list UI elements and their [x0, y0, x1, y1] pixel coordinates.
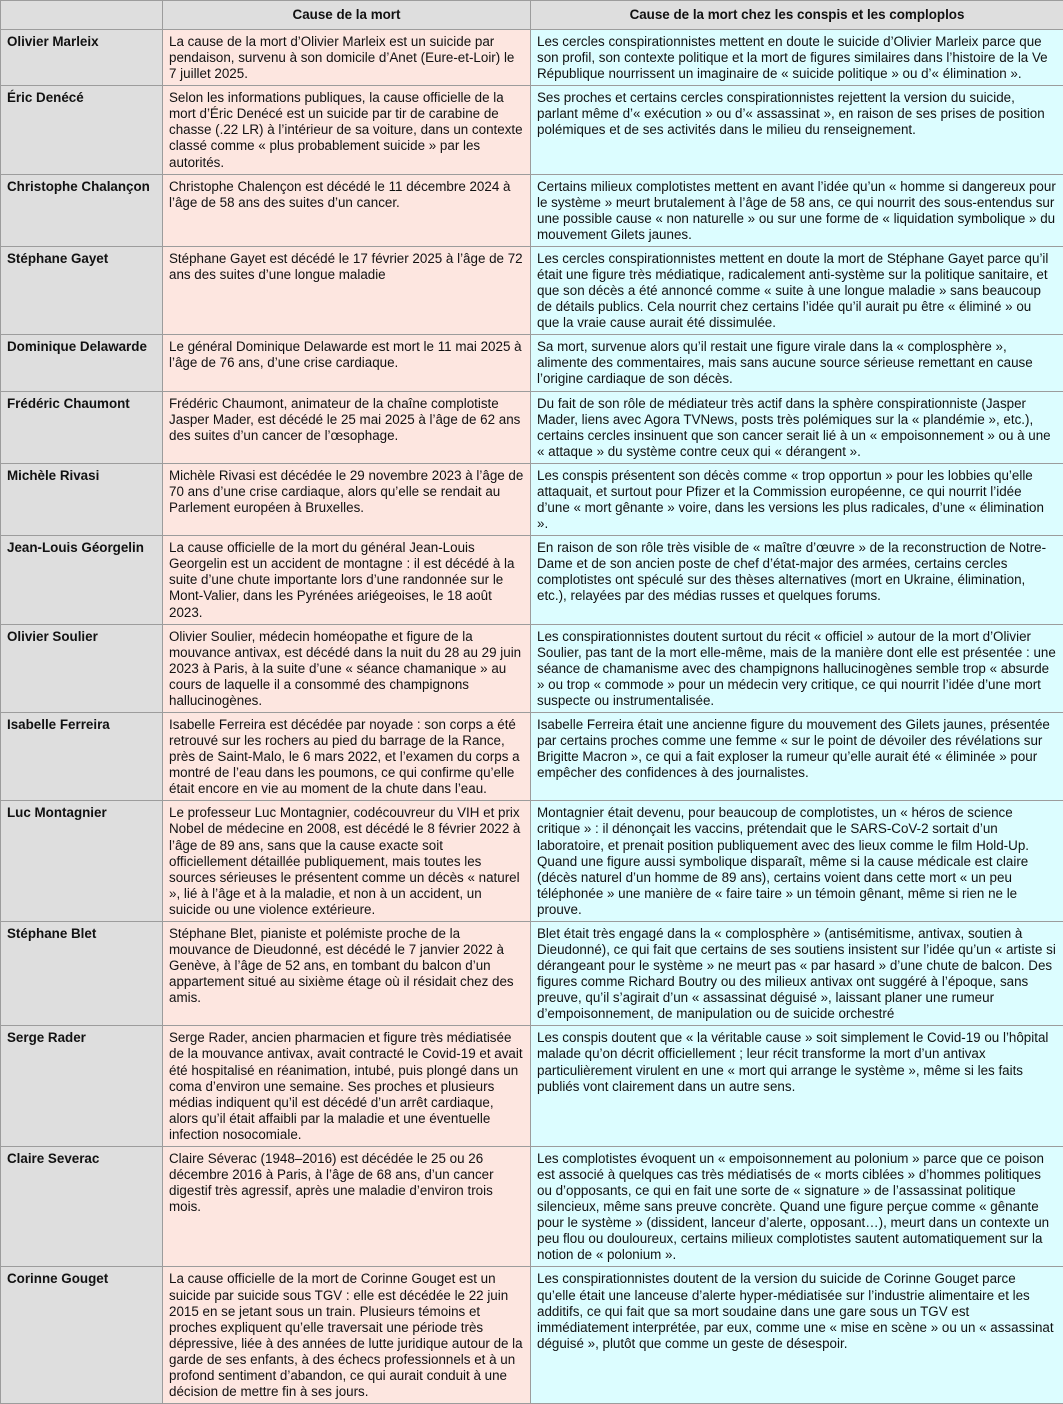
person-name: Éric Denécé — [1, 86, 163, 174]
person-name: Corinne Gouget — [1, 1267, 163, 1404]
official-cause: Le professeur Luc Montagnier, codécouvreur du VIH et prix Nobel de médecine en 2008, est décédé le 8 février 2022 à l’âge de 89 ans, sans que la cause exacte soit officiellement détaillée publiquement, mais toutes les sources sérieuses le présentent comme un décès « naturel », lié à l’âge et à la maladie, et non à un accident, un suicide ou une violence extérieure. — [163, 801, 531, 922]
official-cause: Serge Rader, ancien pharmacien et figure très médiatisée de la mouvance antivax, avait contracté le Covid-19 et avait été hospitalisé en réanimation, intubé, puis plongé dans un coma d’environ une semaine. Ses proches et plusieurs médias indiquent qu’il est décédé d’un arrêt cardiaque, alors qu’il était affaibli par la maladie et une éventuelle infection nosocomiale. — [163, 1026, 531, 1147]
conspiracy-view: Du fait de son rôle de médiateur très actif dans la sphère conspirationniste (Jasper Mader, liens avec Agora TVNews, posts très polémiques sur la « plandémie », etc.), certains cercles insinuent que son cancer serait lié à un « empoisonnement » ou à une « attaque » du système contre ceux qui « dérangent ». — [531, 391, 1063, 463]
official-cause: Olivier Soulier, médecin homéopathe et figure de la mouvance antivax, est décédé dans la nuit du 28 au 29 juin 2023 à Paris, à la suite d’une « séance chamanique » au cours de laquelle il a consommé des champignons hallucinogènes. — [163, 624, 531, 712]
table-row — [1, 1026, 1063, 1147]
person-name: Serge Rader — [1, 1026, 163, 1147]
official-cause: Isabelle Ferreira est décédée par noyade : son corps a été retrouvé sur les rochers au pied du barrage de la Rance, près de Saint-Malo, le 6 mars 2022, et l’examen du corps a montré de l’eau dans les poumons, ce qui confirme qu’elle était encore en vie au moment de la chute dans l’eau. — [163, 712, 531, 800]
person-name: Olivier Soulier — [1, 624, 163, 712]
conspiracy-view: Les cercles conspirationnistes mettent en doute la mort de Stéphane Gayet parce qu’il était une figure très médiatique, radicalement anti-système sur la politique sanitaire, et que son décès a été annoncé comme « suite à une longue maladie » sans beaucoup de détails publics. Cela nourrit chez certains l’idée qu’il aurait pu être « éliminé » ou que la vraie cause aurait été dissimulée. — [531, 246, 1063, 334]
header-consp: Cause de la mort chez les conspis et les comploplos — [531, 1, 1063, 30]
conspiracy-view: Les conspis doutent que « la véritable cause » soit simplement le Covid-19 ou l’hôpital malade qu’on décrit officiellement ; leur récit transforme la mort d’un antivax particulièrement virulent en une « mort qui arrange le système », même si les faits publiés vont clairement dans un autre sens. — [531, 1026, 1063, 1147]
person-name: Stéphane Gayet — [1, 246, 163, 334]
official-cause: Michèle Rivasi est décédée le 29 novembre 2023 à l’âge de 70 ans d’une crise cardiaque, alors qu’elle se rendait au Parlement européen à Bruxelles. — [163, 463, 531, 535]
table-row — [1, 712, 1063, 800]
person-name: Olivier Marleix — [1, 30, 163, 86]
table-row — [1, 801, 1063, 922]
conspiracy-view: Les conspis présentent son décès comme « trop opportun » pour les lobbies qu’elle attaquait, et surtout pour Pfizer et la Commission européenne, ce qui nourrit l’idée d’une « mort gênante » voire, dans les versions les plus radicales, d’une « élimination ». — [531, 463, 1063, 535]
conspiracy-view: En raison de son rôle très visible de « maître d’œuvre » de la reconstruction de Notre-Dame et de son ancien poste de chef d’état-major des armées, certains cercles complotistes ont spéculé sur des thèses alternatives (mort en Ukraine, élimination, etc.), relayées par des médias russes et quelques forums. — [531, 536, 1063, 624]
table-row — [1, 1146, 1063, 1267]
official-cause: Frédéric Chaumont, animateur de la chaîne complotiste Jasper Mader, est décédé le 25 mai 2025 à l’âge de 62 ans des suites d’un cancer de l’œsophage. — [163, 391, 531, 463]
table-row — [1, 536, 1063, 624]
person-name: Michèle Rivasi — [1, 463, 163, 535]
table-row — [1, 30, 1063, 86]
conspiracy-view: Certains milieux complotistes mettent en avant l’idée qu’un « homme si dangereux pour le système » meurt brutalement à l’âge de 58 ans, ce qui nourrit des sous-entendus sur une possible cause « non naturelle » ou sur une forme de « liquidation symbolique » du mouvement Gilets jaunes. — [531, 174, 1063, 246]
conspiracy-view: Les complotistes évoquent un « empoisonnement au polonium » parce que ce poison est associé à quelques cas très médiatisés de « morts ciblées » d’hommes politiques ou d’opposants, ce qui en fait une sorte de « signature » de l’assassinat politique silencieux, même sans preuve concrète. Quand une figure perçue comme « gênante pour le système » (dissident, lanceur d’alerte, opposant…), meurt dans un contexte un peu flou ou douloureux, certains milieux complotistes sautent automatiquement sur la notion de « polonium ». — [531, 1146, 1063, 1267]
person-name: Claire Severac — [1, 1146, 163, 1267]
header-name — [1, 1, 163, 30]
conspiracy-view: Les conspirationnistes doutent de la version du suicide de Corinne Gouget parce qu’elle était une lanceuse d’alerte hyper-médiatisée sur l’industrie alimentaire et les additifs, ce qui fait que sa mort soudaine dans une gare sous un TGV est immédiatement interprétée, par eux, comme une « mise en scène » ou un « assassinat déguisé », plutôt que comme un geste de désespoir. — [531, 1267, 1063, 1404]
conspiracy-view: Montagnier était devenu, pour beaucoup de complotistes, un « héros de science critique » : il dénonçait les vaccins, prétendait que le SARS-CoV-2 sortait d’un laboratoire, et prenait position publiquement avec des lieux comme le film Hold-Up. Quand une figure aussi symbolique disparaît, même si la cause médicale est claire (décès naturel d’un homme de 89 ans), certains voient dans cette mort « un peu téléphonée » une manière de « faire taire » un témoin gênant, même si rien ne le prouve. — [531, 801, 1063, 922]
person-name: Luc Montagnier — [1, 801, 163, 922]
table-row — [1, 624, 1063, 712]
person-name: Christophe Chalançon — [1, 174, 163, 246]
official-cause: Le général Dominique Delawarde est mort le 11 mai 2025 à l’âge de 76 ans, d’une crise cardiaque. — [163, 335, 531, 391]
person-name: Isabelle Ferreira — [1, 712, 163, 800]
conspiracy-view: Les cercles conspirationnistes mettent en doute le suicide d’Olivier Marleix parce que son profil, son contexte politique et la mort de figures similaires dans l’histoire de la Ve République nourrissent un imaginaire de « suicide politique » ou d’« élimination ». — [531, 30, 1063, 86]
person-name: Stéphane Blet — [1, 921, 163, 1025]
table-row — [1, 391, 1063, 463]
conspiracy-view: Les conspirationnistes doutent surtout du récit « officiel » autour de la mort d’Olivier Soulier, pas tant de la mort elle-même, mais de la manière dont elle est présentée : une séance de chamanisme avec des champignons hallucinogènes semble trop « absurde » ou trop « commode » pour un médecin very critique, ce qui nourrit l’idée d’une mort suspecte ou instrumentalisée. — [531, 624, 1063, 712]
official-cause: Christophe Chalençon est décédé le 11 décembre 2024 à l’âge de 58 ans des suites d’un cancer. — [163, 174, 531, 246]
official-cause: La cause officielle de la mort de Corinne Gouget est un suicide par suicide sous TGV : elle est décédée le 22 juin 2015 en se jetant sous un train. Plusieurs témoins et proches expliquent qu’elle traversait une période très dépressive, liée à des années de lutte juridique autour de la garde de ses enfants, à des échecs professionnels et à un profond sentiment d’abandon, ce qui aurait conduit à une décision de mettre fin à ses jours. — [163, 1267, 531, 1404]
conspiracy-view: Sa mort, survenue alors qu’il restait une figure virale dans la « complosphère », alimente des commentaires, mais sans aucune source sérieuse remettant en cause l’origine cardiaque de son décès. — [531, 335, 1063, 391]
person-name: Dominique Delawarde — [1, 335, 163, 391]
person-name: Jean-Louis Géorgelin — [1, 536, 163, 624]
table-row — [1, 246, 1063, 334]
conspiracy-view: Ses proches et certains cercles conspirationnistes rejettent la version du suicide, parlant même d’« exécution » ou d’« assassinat », en raison de ses prises de position polémiques et de ses activités dans le milieu du renseignement. — [531, 86, 1063, 174]
official-cause: Stéphane Blet, pianiste et polémiste proche de la mouvance de Dieudonné, est décédé le 7 janvier 2022 à Genève, à l’âge de 52 ans, en tombant du balcon d’un appartement situé au sixième étage où il résidait chez des amis. — [163, 921, 531, 1025]
header-row — [1, 1, 1063, 30]
conspiracy-view: Blet était très engagé dans la « complosphère » (antisémitisme, antivax, soutien à Dieudonné), ce qui fait que certains de ses soutiens insistent sur l’idée qu’un « artiste si dérangeant pour le système » ne meurt pas « par hasard » d’une chute de balcon. Des figures comme Richard Boutry ou des milieux antivax ont suggéré à l’époque, sans preuve, qu’il s’agirait d’un « assassinat déguisé », laissant planer une rumeur d’empoisonnement, de manipulation ou de suicide orchestré — [531, 921, 1063, 1025]
table-row — [1, 335, 1063, 391]
conspiracy-view: Isabelle Ferreira était une ancienne figure du mouvement des Gilets jaunes, présentée par certains proches comme une femme « sur le point de dévoiler des révélations sur Brigitte Macron », ce qui a fait exploser la rumeur qu’elle aurait été « éliminée » pour empêcher des confidences à des journalistes. — [531, 712, 1063, 800]
official-cause: La cause de la mort d’Olivier Marleix est un suicide par pendaison, survenu à son domicile d’Anet (Eure-et-Loir) le 7 juillet 2025. — [163, 30, 531, 86]
table-row — [1, 1267, 1063, 1404]
official-cause: Claire Séverac (1948–2016) est décédée le 25 ou 26 décembre 2016 à Paris, à l’âge de 68 ans, d’un cancer digestif très agressif, après une maladie d’environ trois mois. — [163, 1146, 531, 1267]
official-cause: Stéphane Gayet est décédé le 17 février 2025 à l’âge de 72 ans des suites d’une longue maladie — [163, 246, 531, 334]
table-row — [1, 463, 1063, 535]
official-cause: Selon les informations publiques, la cause officielle de la mort d’Éric Denécé est un suicide par tir de carabine de chasse (.22 LR) à l’intérieur de sa voiture, dans un contexte classé comme « plus probablement suicide » par les autorités. — [163, 86, 531, 174]
table-row — [1, 86, 1063, 174]
header-cause: Cause de la mort — [163, 1, 531, 30]
person-name: Frédéric Chaumont — [1, 391, 163, 463]
table-row — [1, 921, 1063, 1025]
official-cause: La cause officielle de la mort du général Jean-Louis Georgelin est un accident de montagne : il est décédé à la suite d’une chute importante lors d’une randonnée sur le Mont-Valier, dans les Pyrénées ariégeoises, le 18 août 2023. — [163, 536, 531, 624]
table-row — [1, 174, 1063, 246]
